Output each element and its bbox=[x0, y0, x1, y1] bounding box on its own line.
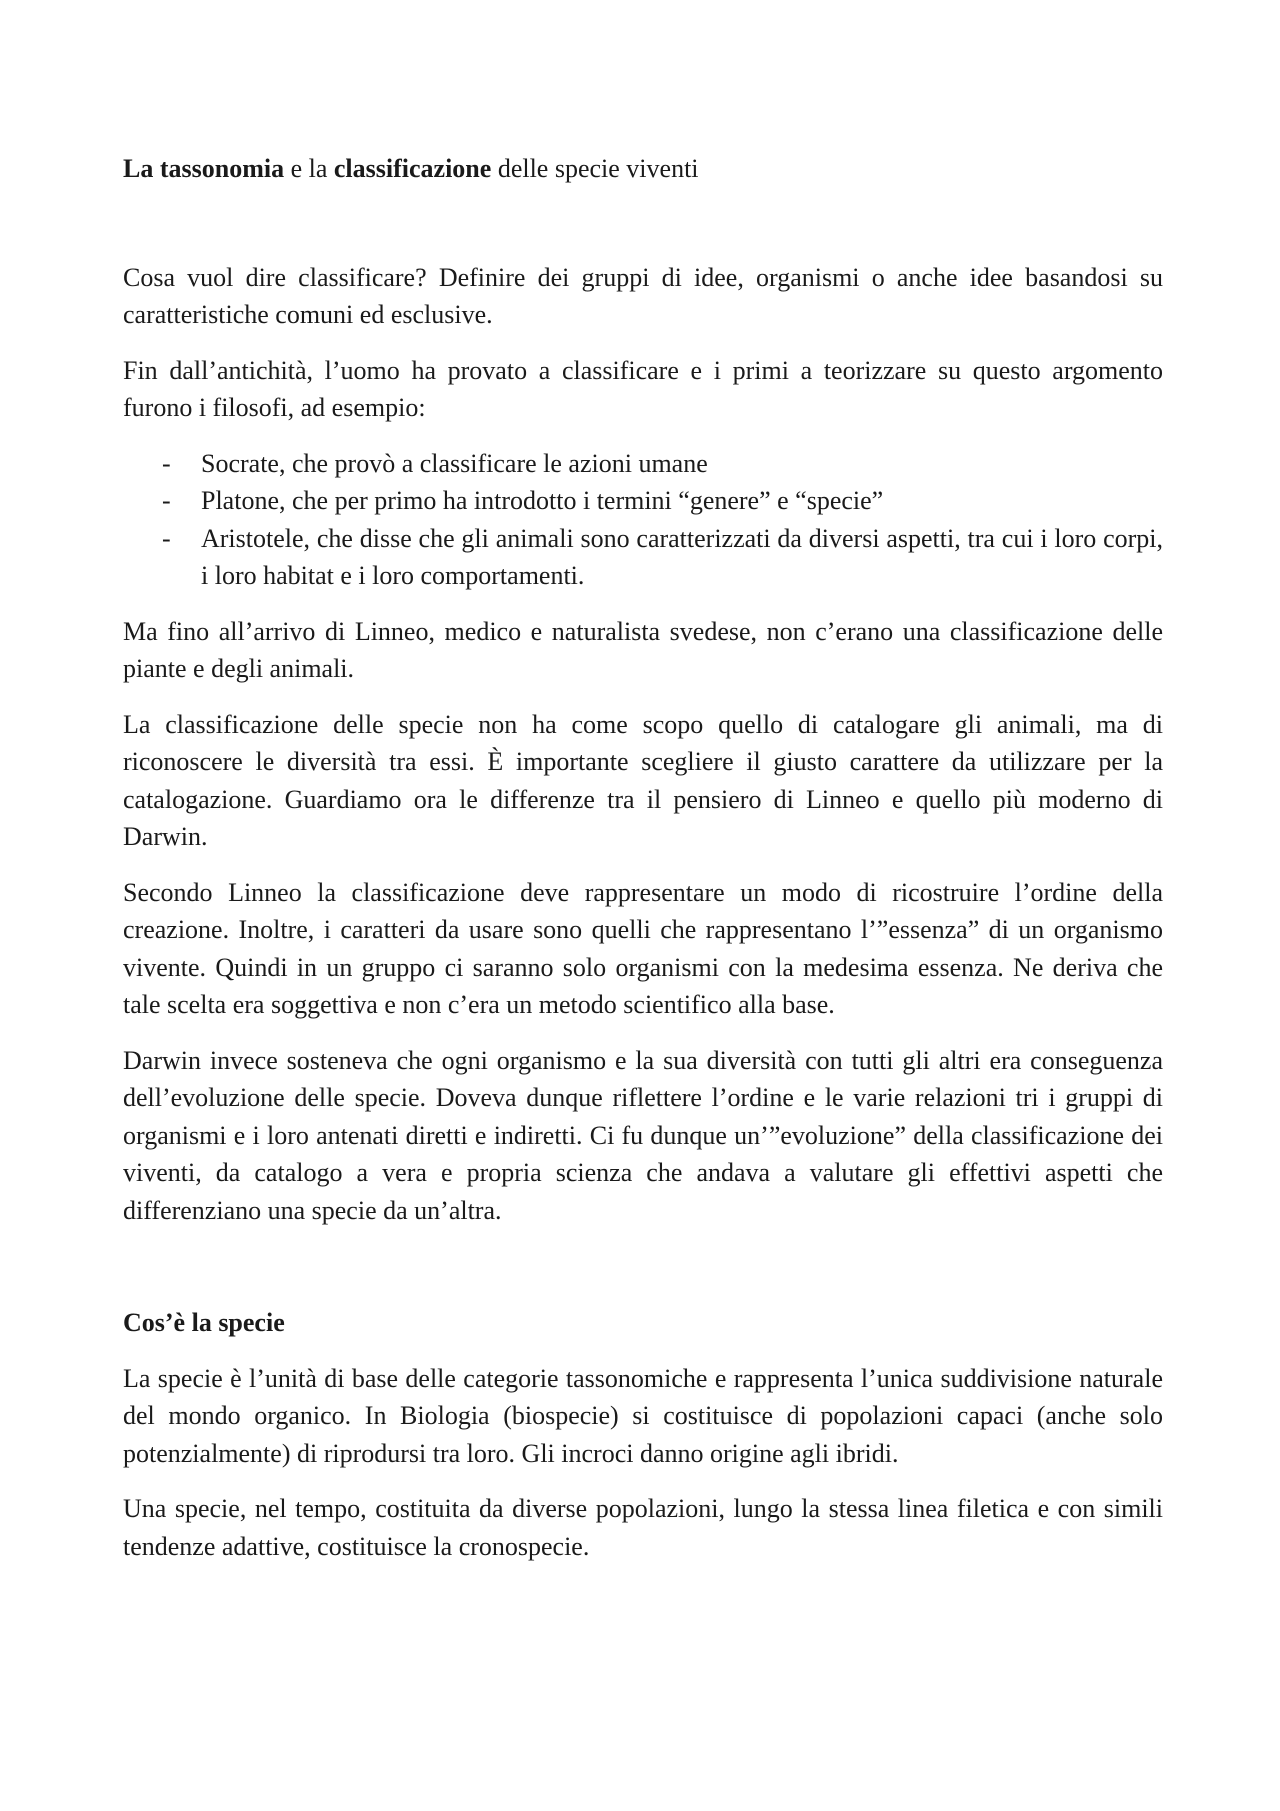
title-bold-tassonomia: La tassonomia bbox=[123, 154, 285, 183]
list-item bbox=[123, 520, 1163, 595]
paragraph-scopo-classificazione: La classificazione delle specie non ha come scopo quello di catalogare gli animali, ma di riconoscere le diversità tra essi. È importante scegliere il giusto carattere da utilizzare per la catalogazione. Guardiamo ora le differenze tra il pensiero di Linneo e quello più moderno di Darwin. bbox=[123, 709, 1163, 851]
paragraph-linneo-arrivo: Ma fino all’arrivo di Linneo, medico e naturalista svedese, non c’erano una classificazione delle piante e degli animali. bbox=[123, 616, 1163, 683]
title-text-1: e la bbox=[284, 154, 334, 183]
document-title bbox=[123, 150, 1163, 188]
paragraph-cronospecie: Una specie, nel tempo, costituita da diverse popolazioni, lungo la stessa linea filetica e con simili tendenze adattive, costituisce la cronospecie. bbox=[123, 1494, 1163, 1561]
paragraph-specie-definizione: La specie è l’unità di base delle categorie tassonomiche e rappresenta l’unica suddivisione naturale del mondo organico. In Biologia (biospecie) si costituisce di popolazioni capaci (anche solo potenzialmente) di riprodursi tra loro. Gli incroci danno origine agli ibridi. bbox=[123, 1363, 1163, 1468]
philosophers-list bbox=[123, 445, 1163, 595]
paragraph-classificare: Cosa vuol dire classificare? Definire dei gruppi di idee, organismi o anche idee basandosi su caratteristiche comuni ed esclusive. bbox=[123, 262, 1163, 329]
list-item-text: Socrate, che provò a classificare le azioni umane bbox=[201, 448, 708, 478]
list-item-text: Aristotele, che disse che gli animali sono caratterizzati da diversi aspetti, tra cui i loro corpi, i loro habitat e i loro comportamenti. bbox=[201, 523, 1163, 590]
section-heading-specie: Cos’è la specie bbox=[123, 1308, 285, 1337]
paragraph-antichita: Fin dall’antichità, l’uomo ha provato a classificare e i primi a teorizzare su questo argomento furono i filosofi, ad esempio: bbox=[123, 355, 1163, 422]
section-spacer bbox=[123, 1247, 1163, 1304]
document-page bbox=[123, 150, 1163, 1583]
list-dash: - bbox=[162, 523, 171, 553]
title-bold-classificazione: classificazione bbox=[333, 154, 492, 183]
title-text-2: delle specie viventi bbox=[491, 154, 699, 183]
paragraph-darwin: Darwin invece sosteneva che ogni organismo e la sua diversità con tutti gli altri era conseguenza dell’evoluzione delle specie. Doveva dunque riflettere l’ordine e le varie relazioni tri i gruppi di organismi e i loro antenati diretti e indiretti. Ci fu dunque un’”evoluzione” della classificazione dei viventi, da catalogo a vera e propria scienza che andava a valutare gli effettivi aspetti che differenziano una specie da un’altra. bbox=[123, 1045, 1163, 1225]
list-item bbox=[123, 445, 1163, 483]
paragraph-linneo-pensiero: Secondo Linneo la classificazione deve rappresentare un modo di ricostruire l’ordine della creazione. Inoltre, i caratteri da usare sono quelli che rappresentano l’”essenza” di un organismo vivente. Quindi in un gruppo ci saranno solo organismi con la medesima essenza. Ne deriva che tale scelta era soggettiva e non c’era un metodo scientifico alla base. bbox=[123, 877, 1163, 1019]
list-dash: - bbox=[162, 486, 171, 515]
list-dash: - bbox=[162, 448, 171, 478]
list-item-text: Platone, che per primo ha introdotto i termini “genere” e “specie” bbox=[201, 486, 884, 515]
list-item bbox=[123, 482, 1163, 520]
